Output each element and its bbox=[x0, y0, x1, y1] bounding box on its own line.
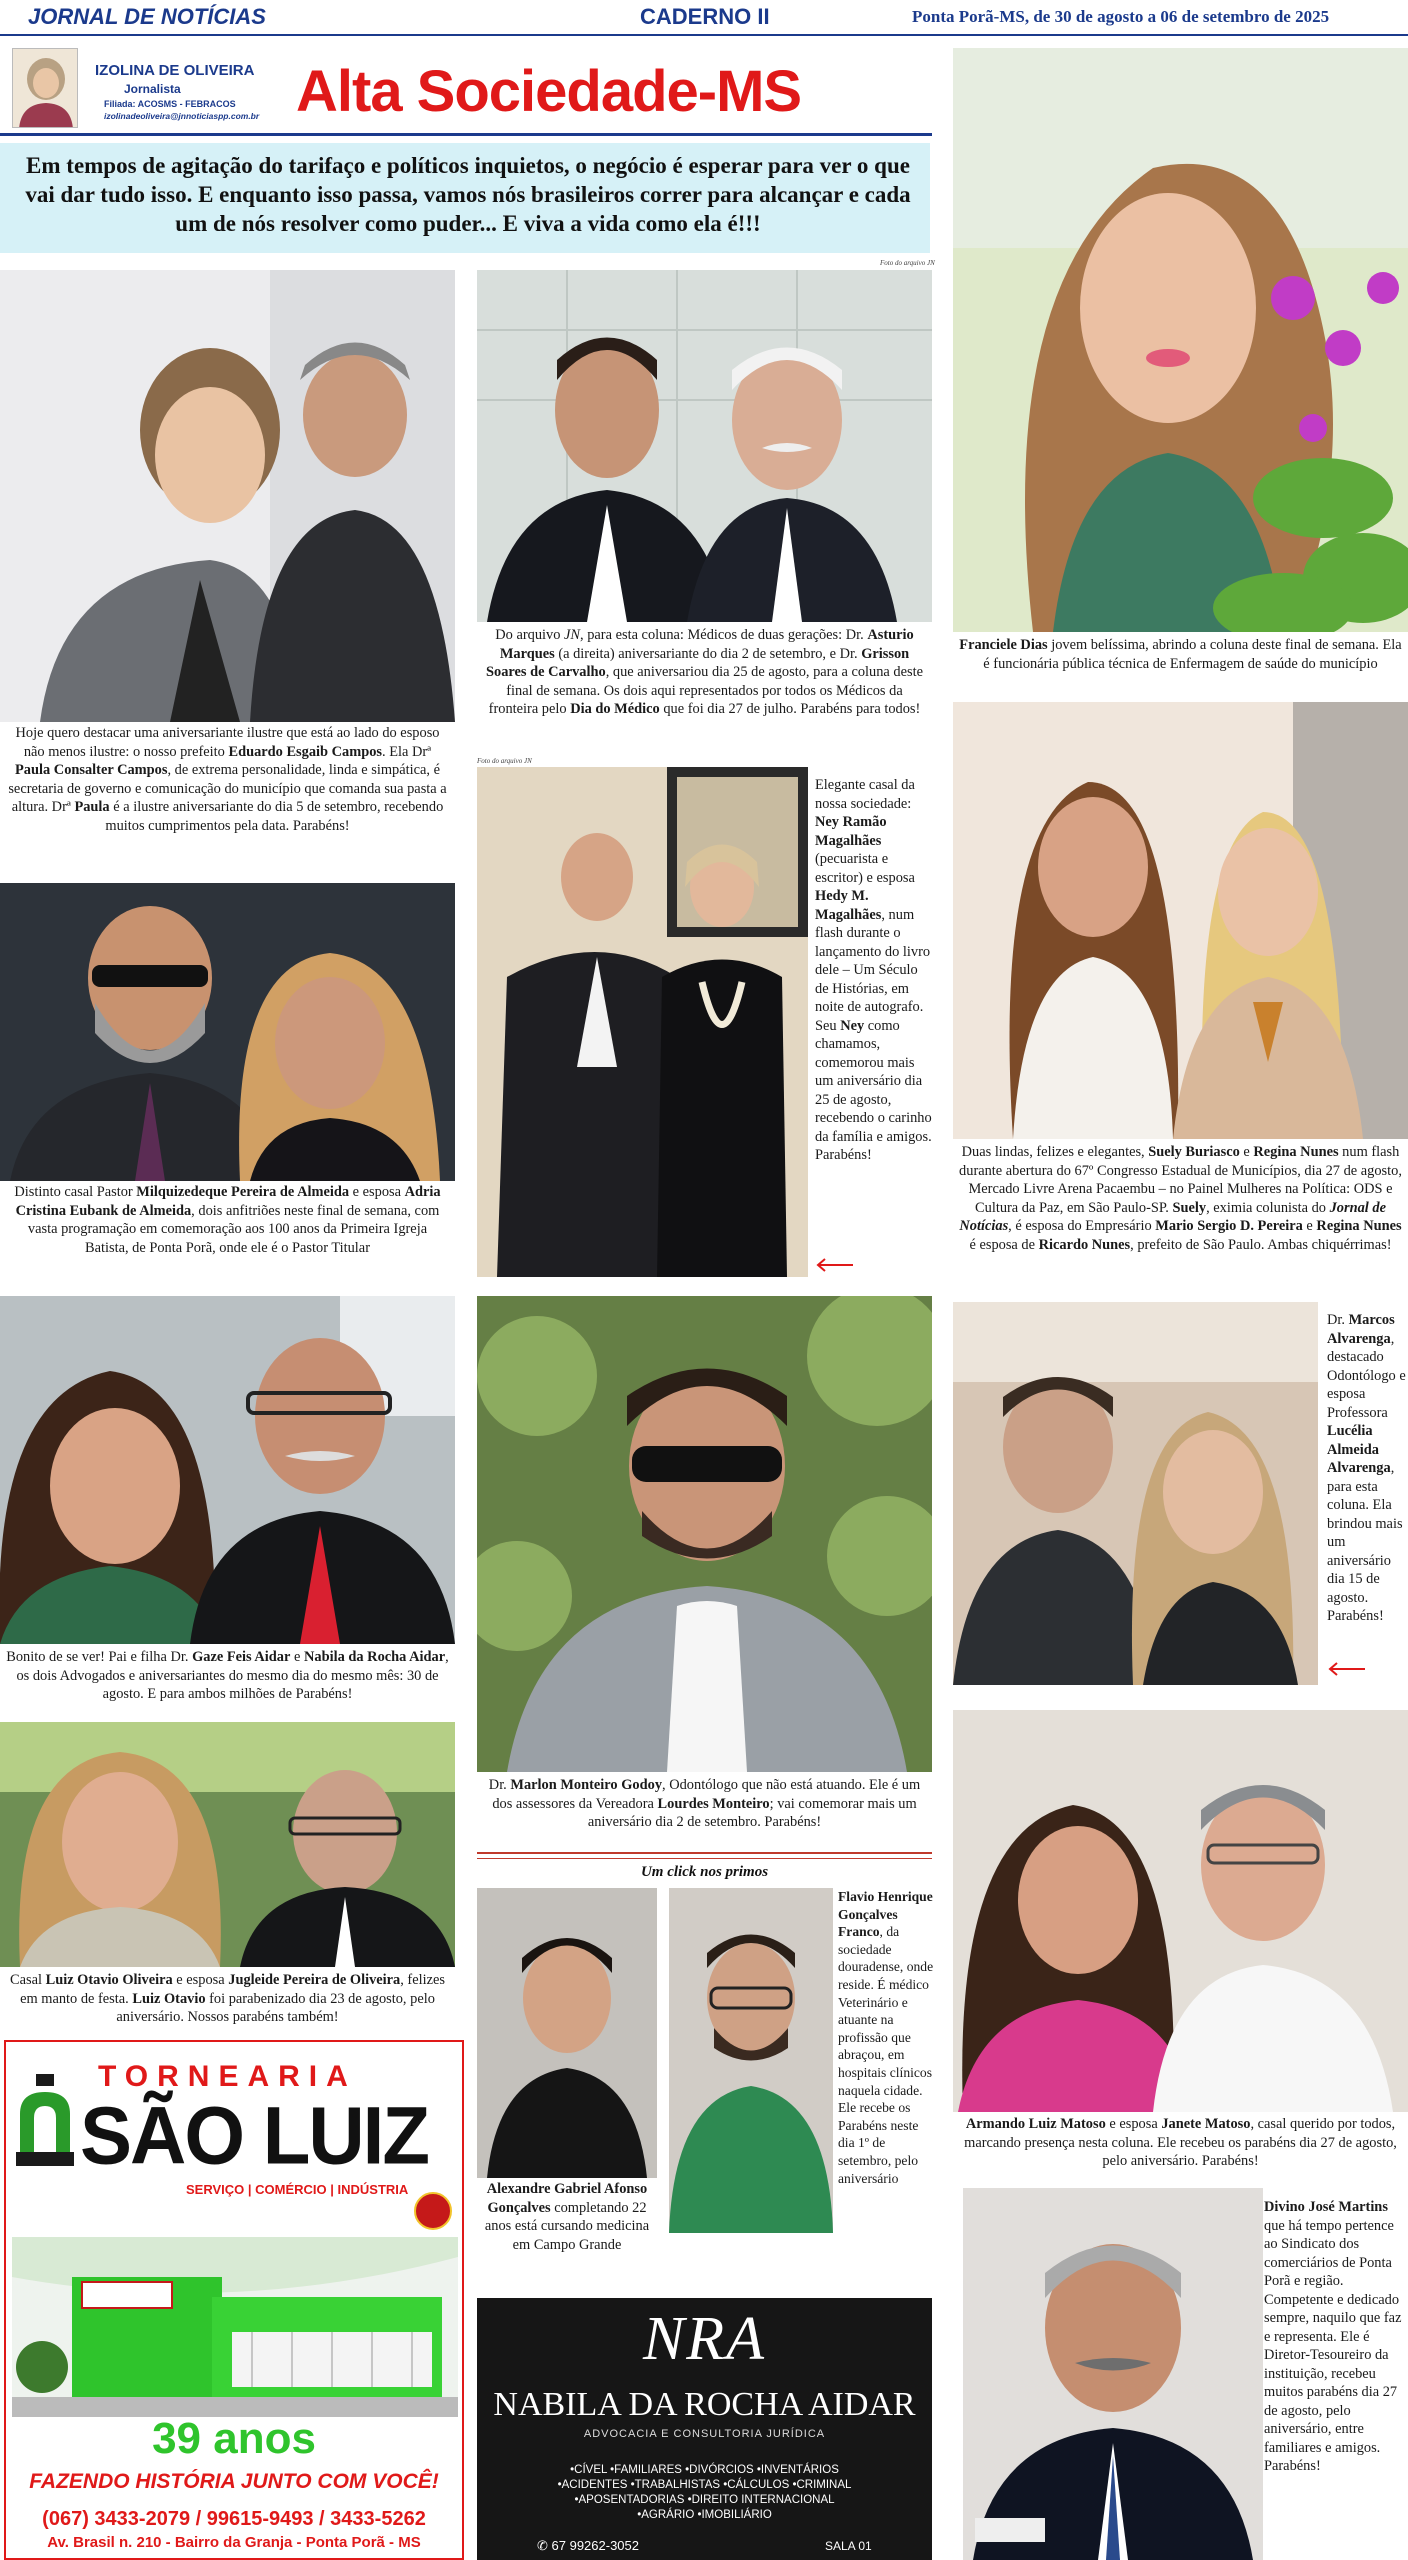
author-role: Jornalista bbox=[124, 82, 181, 96]
ad-logo-icon bbox=[16, 2074, 74, 2166]
ad-years: 39 anos bbox=[152, 2414, 316, 2463]
intro-text: Em tempos de agitação do tarifaço e políticos inquietos, o negócio é esperar para ver o que vai dar tudo isso. E enquanto isso passa, vamos nós brasileiros correr para alcançar e cada um de nós resolver como puder... E viva a vida como ela é!!! bbox=[25, 153, 911, 236]
caption-ney: Elegante casal da nossa sociedade: Ney Ramão Magalhães (pecuarista e escritor) e esposa Hedy M. Magalhães, num flash durante o lançamento do livro dele – Um Século de Histórias, em noite de autografo. Seu Ney como chamamos, comemorou mais um aniversário dia 25 de agosto, recebendo o carinho da família e amigos. Parabéns! bbox=[815, 777, 932, 1163]
caption-marlon: Dr. Marlon Monteiro Godoy, Odontólogo que não está atuando. Ele é um dos assessores da Vereadora Lourdes Monteiro; vai comemorar mais um aniversário dia 2 de setembro. Parabéns! bbox=[488, 1777, 921, 1830]
arrow-left-icon bbox=[815, 1258, 855, 1272]
section-label: CADERNO II bbox=[640, 4, 770, 29]
ad-address: Av. Brasil n. 210 - Bairro da Granja - Ponta Porã - MS bbox=[47, 2534, 421, 2551]
ad-name-main: SÃO LUIZ bbox=[80, 2088, 428, 2182]
photo-gaze-nabila bbox=[0, 1296, 455, 1644]
ad-nabila-areas-1: •CÍVEL •FAMILIARES •DIVÓRCIOS •INVENTÁRIOS bbox=[570, 2464, 839, 2476]
photo-marlon bbox=[477, 1296, 932, 1772]
photo-medicos bbox=[477, 270, 932, 622]
arrow-left-icon bbox=[1327, 1662, 1367, 1676]
caption-divino: Divino José Martins que há tempo pertence ao Sindicato dos comerciários de Ponta Porã e região. Competente e dedicado sempre, naquilo que faz e representa. Ele é Diretor-Tesoureiro da instituição, recebeu muitos parabéns dia 27 de agosto, pelo aniversário, entre familiares e amigos. Parabéns! bbox=[1264, 2199, 1402, 2474]
ad-nabila-sub: ADVOCACIA E CONSULTORIA JURÍDICA bbox=[583, 2428, 826, 2440]
author-photo bbox=[12, 48, 78, 128]
photo-flavio bbox=[669, 1888, 833, 2233]
caption-franciele: Franciele Dias jovem belíssima, abrindo a coluna deste final de semana. Ela é funcionária pública técnica de Enfermagem de saúde do município bbox=[959, 637, 1402, 672]
photo-divino bbox=[963, 2188, 1263, 2560]
author-email: izolinadeoliveira@jnnoticiaspp.com.br bbox=[104, 111, 260, 121]
ad-nabila-room: SALA 01 bbox=[825, 2539, 872, 2553]
ad-nabila-areas-3: •APOSENTADORIAS •DIREITO INTERNACIONAL bbox=[574, 2494, 835, 2506]
caption-alexandre: Alexandre Gabriel Afonso Gonçalves completando 22 anos está cursando medicina em Campo Grande bbox=[484, 2181, 650, 2253]
ad-name-top: TORNEARIA bbox=[98, 2060, 357, 2093]
photo-armando-janete bbox=[953, 1710, 1408, 2112]
caption-suely: Duas lindas, felizes e elegantes, Suely Buriasco e Regina Nunes num flash durante abertura do 67º Congresso Estadual de Municípios, dia 27 de agosto, Mercado Livre Arena Pacaembu – no Painel Mulheres na Política: ODS e Cultura da Paz, em São Paulo-SP. Suely, eximia colunista do Jornal de Notícias, é esposa do Empresário Mario Sergio D. Pereira e Regina Nunes é esposa de Ricardo Nunes, prefeito de São Paulo. Ambas chiquérrimas! bbox=[959, 1144, 1402, 1253]
ad-nabila-phone-number: 67 99262-3052 bbox=[551, 2538, 639, 2553]
divider-rule bbox=[477, 1852, 932, 1854]
primos-title: Um click nos primos bbox=[640, 1864, 769, 1880]
column-title: Alta Sociedade-MS bbox=[296, 59, 802, 124]
ad-building bbox=[12, 2237, 458, 2417]
author-affiliation: Filiada: ACOSMS - FEBRACOS bbox=[104, 99, 236, 109]
ad-nabila-name: NABILA DA ROCHA AIDAR bbox=[493, 2386, 916, 2423]
caption-gaze: Bonito de se ver! Pai e filha Dr. Gaze Feis Aidar e Nabila da Rocha Aidar, os dois Advogados e aniversariantes do mesmo dia do mesmo mês: 30 de agosto. E para ambos milhões de Parabéns! bbox=[6, 1649, 449, 1702]
caption-eduardo: Hoje quero destacar uma aniversariante ilustre que está ao lado do esposo não menos ilustre: o nosso prefeito Eduardo Esgaib Campos. Ela Drª Paula Consalter Campos, de extrema personalidade, linda e simpática, é secretaria de governo e comunicação do município que comanda sua pasta a altura. Drª Paula é a ilustre aniversariante do dia 5 de setembro, recebendo muitos cumprimentos pela data. Parabéns! bbox=[8, 725, 447, 834]
dateline: Ponta Porã-MS, de 30 de agosto a 06 de setembro de 2025 bbox=[912, 7, 1330, 26]
whatsapp-icon: ✆ bbox=[537, 2538, 552, 2553]
ad-nabila-areas-4: •AGRÁRIO •IMOBILIÁRIO bbox=[637, 2509, 772, 2521]
photo-suely-regina bbox=[953, 702, 1408, 1139]
ad-tornearia bbox=[4, 2040, 464, 2560]
newspaper-name: JORNAL DE NOTÍCIAS bbox=[28, 4, 266, 29]
header-rule bbox=[0, 133, 932, 136]
ad-tagline: SERVIÇO | COMÉRCIO | INDÚSTRIA bbox=[186, 2182, 409, 2197]
photo-ney-hedy bbox=[477, 767, 808, 1277]
divider-rule bbox=[477, 1858, 932, 1859]
caption-milquizedeque: Distinto casal Pastor Milquizedeque Pereira de Almeida e esposa Adria Cristina Eubank de Almeida, dois anfitriões neste final de semana, com vasta programação em comemoração aos 100 anos da Primeira Igreja Batista, de Ponta Porã, onde ele é o Pastor Titular bbox=[14, 1184, 441, 1256]
caption-marcos: Dr. Marcos Alvarenga, destacado Odontólogo e esposa Professora Lucélia Almeida Alvarenga, para esta coluna. Ela brindou mais um aniversário dia 15 de agosto. Parabéns! bbox=[1327, 1312, 1406, 1624]
author-name: IZOLINA DE OLIVEIRA bbox=[95, 62, 255, 79]
ad-slogan: FAZENDO HISTÓRIA JUNTO COM VOCÊ! bbox=[29, 2470, 439, 2493]
photo-alexandre bbox=[477, 1888, 657, 2178]
photo-milquizedeque-adria bbox=[0, 883, 455, 1181]
ad-nabila-phone bbox=[537, 2538, 639, 2554]
photo-credit-2: Foto do arquivo JN bbox=[477, 757, 532, 765]
photo-marcos-lucelia bbox=[953, 1302, 1318, 1685]
caption-medicos: Do arquivo JN, para esta coluna: Médicos de duas gerações: Dr. Asturio Marques (a direita) aniversariante do dia 2 de setembro, e Dr. Grisson Soares de Carvalho, que aniversariou dia 25 de agosto, para a coluna deste final de semana. Os dois aqui representados por todos os Médicos da fronteira pelo Dia do Médico que foi dia 27 de julho. Parabéns para todos! bbox=[486, 627, 923, 717]
photo-eduardo-paula bbox=[0, 270, 455, 722]
caption-flavio: Flavio Henrique Gonçalves Franco, da sociedade douradense, onde reside. É médico Veterinário e atuante na profissão que abraçou, em hospitais clínicos naquela cidade. Ele recebe os Parabéns neste dia 1º de setembro, pelo aniversário bbox=[838, 1889, 934, 2186]
photo-credit: Foto do arquivo JN bbox=[880, 259, 935, 267]
ad-phones: (067) 3433-2079 / 99615-9493 / 3433-5262 bbox=[42, 2508, 426, 2530]
caption-armando: Armando Luiz Matoso e esposa Janete Matoso, casal querido por todos, marcando presença nesta coluna. Ele recebeu os parabéns dia 27 de agosto, pelo aniversário. Parabéns! bbox=[964, 2116, 1397, 2169]
photo-luiz-jugleide bbox=[0, 1722, 455, 1967]
ad-seal-icon bbox=[414, 2192, 452, 2230]
ad-monogram: NRA bbox=[642, 2305, 767, 2373]
ad-nabila bbox=[477, 2298, 932, 2560]
caption-luiz: Casal Luiz Otavio Oliveira e esposa Jugleide Pereira de Oliveira, felizes em manto de festa. Luiz Otavio foi parabenizado dia 23 de agosto, pelo aniversário. Nossos parabéns também! bbox=[10, 1972, 445, 2025]
ad-nabila-areas-2: •ACIDENTES •TRABALHISTAS •CÁLCULOS •CRIMINAL bbox=[557, 2479, 852, 2491]
photo-franciele bbox=[953, 48, 1408, 632]
